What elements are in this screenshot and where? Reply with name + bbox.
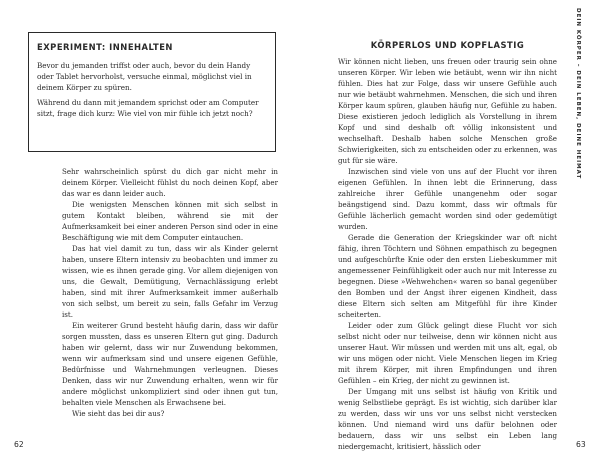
right-page [302, 0, 600, 467]
experiment-paragraph: Bevor du jemanden triffst oder auch, bevor du dein Handy oder Tablet hervorholst, versuche einmal, möglichst viel in deinem Körper zu spüren. [37, 61, 252, 92]
running-head-text: DEIN KÖRPER – DEIN LEBEN, DEINE HEIMAT [575, 8, 581, 180]
right-body-text [338, 56, 557, 452]
body-paragraph: Die wenigsten Menschen können mit sich selbst in gutem Kontakt bleiben, während sie mit der Aufmerksamkeit bei einer anderen Person sind oder in eine Beschäftigung wie mit dem Computer eintauchen. [62, 200, 278, 242]
page-number: 62 [14, 440, 24, 449]
left-page [0, 0, 298, 467]
left-body-text [62, 166, 278, 419]
body-paragraph: Der Umgang mit uns selbst ist häufig von Kritik und wenig Selbstliebe geprägt. Es ist wichtig, sich darüber klar zu werden, dass wir uns vor uns selbst nicht verstecken können. Und niemand wird uns dafür belohnen oder bedauern, dass wir uns selbst ein Leben lang niedergemacht, kritisiert, hässlich oder [338, 387, 557, 451]
running-head [564, 8, 592, 188]
experiment-paragraph: Während du dann mit jemandem sprichst oder am Computer sitzt, frage dich kurz: Wie viel von mir fühle ich jetzt noch? [37, 98, 259, 118]
body-paragraph: Wie sieht das bei dir aus? [72, 409, 165, 418]
section-title: KÖRPERLOS UND KOPFLASTIG [370, 40, 525, 50]
experiment-box [28, 32, 276, 152]
body-paragraph: Gerade die Generation der Kriegskinder war oft nicht fähig, ihren Töchtern und Söhnen empathisch zu begegnen und aufgeschürfte Knie oder den ersten Liebeskummer mit angemessener Feinfühligkeit oder auch nur mit Interesse zu begegnen. Diese »Wehwehchen« waren so banal gegenüber den Bomben und der Angst ihrer eigenen Kindheit, dass diese Eltern sich selten am Mitgefühl für ihre Kinder scheiterten. [338, 233, 557, 319]
body-paragraph: Sehr wahrscheinlich spürst du dich gar nicht mehr in deinem Körper. Vielleicht fühlst du noch deinen Kopf, aber das war es dann leider auch. [62, 167, 278, 198]
experiment-title: EXPERIMENT: INNEHALTEN [37, 42, 173, 52]
body-paragraph: Leider oder zum Glück gelingt diese Flucht vor sich selbst nicht oder nur teilweise, denn wir können nicht aus unserer Haut. Wir müssen und werden mit uns alt, egal, ob wir uns mögen oder nicht. Viele Menschen liegen im Krieg mit ihrem Körper, mit ihren Empfindungen und ihren Gefühlen – ein Krieg, der nicht zu gewinnen ist. [338, 321, 557, 385]
body-paragraph: Ein weiterer Grund besteht häufig darin, dass wir dafür sorgen mussten, dass es unseren Eltern gut ging. Dadurch haben wir gelernt, dass wir nur Zuwendung bekommen, wenn wir aufmerksam sind und unsere eigenen Gefühle, Bedürfnisse und Wahrnehmungen verleugnen. Dieses Denken, dass wir nur Zuwendung erhalten, wenn wir für andere möglichst unkompliziert sind oder ihnen gut tun, behalten viele Menschen als Erwachsene bei. [62, 321, 278, 407]
body-paragraph: Inzwischen sind viele von uns auf der Flucht vor ihren eigenen Gefühlen. In ihnen lebt die Erinnerung, dass zahlreiche ihrer Gefühle unangenehm oder sogar beängstigend sind. Dazu kommt, dass wir oftmals für Gefühle lächerlich gemacht worden sind oder gedemütigt wurden. [338, 167, 557, 231]
page-number: 63 [576, 440, 586, 449]
body-paragraph: Wir können nicht lieben, uns freuen oder traurig sein ohne unseren Körper. Wir leben wie betäubt, wenn wir ihn nicht fühlen. Dies hat zur Folge, dass wir unsere Gefühle auch nur wie betäubt wahrnehmen. Menschen, die sich und ihren Körper kaum spüren, glauben häufig nur, Gefühle zu haben. Diese existieren jedoch lediglich als Vorstellung in ihrem Kopf und sind deshalb oft völlig inkonsistent und wechselhaft. Deshalb haben solche Menschen große Schwierigkeiten, sich zu entscheiden oder zu erkennen, was gut für sie wäre. [338, 57, 557, 165]
body-paragraph: Das hat viel damit zu tun, dass wir als Kinder gelernt haben, unsere Eltern intensiv zu beobachten und immer zu wissen, wie es ihnen gerade ging. Vor allem diejenigen von uns, die Gewalt, Demütigung, Vernachlässigung erlebt haben, sind mit ihrer Aufmerksamkeit immer außerhalb von sich selbst, um bereit zu sein, falls Gefahr im Verzug ist. [62, 244, 278, 319]
